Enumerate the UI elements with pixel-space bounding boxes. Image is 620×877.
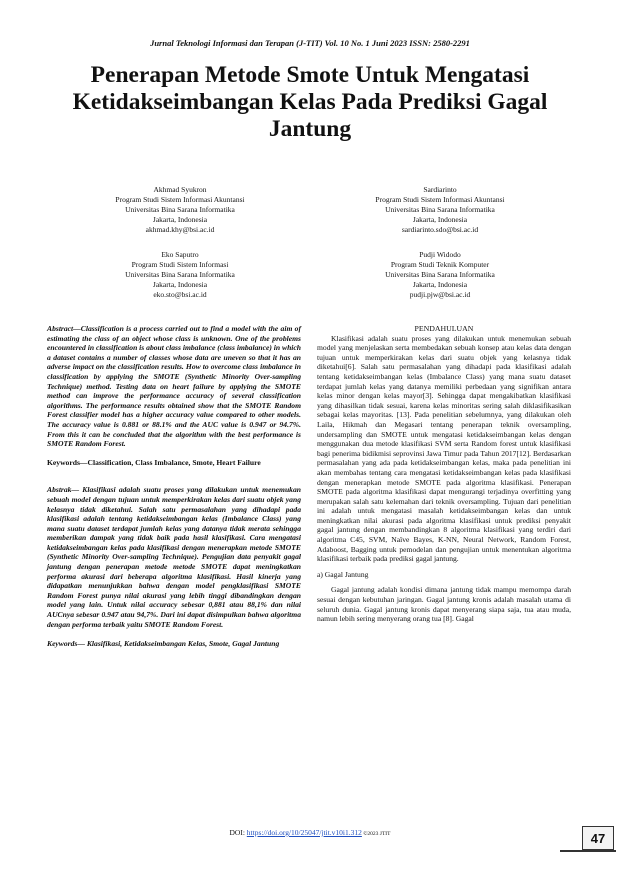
author-name: Eko Saputro — [161, 250, 199, 259]
author-program: Program Studi Sistem Informasi Akuntansi — [375, 195, 505, 204]
author-program: Program Studi Teknik Komputer — [390, 260, 490, 269]
keywords-english: Keywords—Classification, Class Imbalance, Smote, Heart Failure — [47, 457, 261, 467]
doi-label: DOI: — [229, 828, 247, 837]
author-city: Jakarta, Indonesia — [412, 215, 468, 224]
right-column — [317, 324, 571, 624]
abstract-indonesian — [47, 485, 301, 629]
author-city: Jakarta, Indonesia — [152, 215, 208, 224]
author-program: Program Studi Sistem Informasi Akuntansi — [115, 195, 245, 204]
page-number: 47 — [582, 826, 614, 850]
author-program: Program Studi Sistem Informasi — [131, 260, 229, 269]
author-name: Akhmad Syukron — [153, 185, 207, 194]
author-university: Universitas Bina Sarana Informatika — [385, 205, 495, 214]
author-email: eko.sto@bsi.ac.id — [153, 290, 207, 299]
author-university: Universitas Bina Sarana Informatika — [125, 270, 235, 279]
intro-paragraph: Klasifikasi adalah suatu proses yang dilakukan untuk menemukan sebuah model yang menjelaskan serta membedakan sebuah konsep atau kelas data dengan tujuan untuk memperkirakan kelas dari suatu objek yang kelasnya tidak diketahui[6]. Salah satu permasalahan yang dihadapi pada klasifikasi adalah tentang ketidakseimbangan kelas (Imbalance Class) yang mana suatu dataset terdapat jumlah kelas yang datanya memiliki perbedaan yang signifikan antara kelas minor dengan kelas mayor[3]. Sehingga dapat mengakibatkan klasifikasi yang dihasilkan tidak sesuai, karena kelas minoritas sering salah diklasifikasikan sebagai kelas mayoritas. [13]. Pada penelitian sebelumnya, yang dilakukan oleh Laila, Hikmah dan Megasari tentang penerapan teknik oversampling, undersampling dan SMOTE untuk mengatasi ketidakseimbangan kelas dengan menggunakan dua metode klasifikasi SVM serta Random forest untuk klasifikasi bagi penerima bidikmisi seprovinsi Jawa Timur pada Tahun 2017[12]. Berdasarkan permasalahan yang ada pada ketidakseimbangan kelas, maka pada penelitian ini akan membahas tentang cara mengatasi ketidakseimbangan kelas pada klasifikasi dengan menerapkan metode SMOTE pada algoritma klasifikasi. Penerapan SMOTE pada algoritma klasifikasi dapat mengurangi terjadinya overfitting yang merupakan salah satu kelemahan dari teknik oversampling. Tujuan dari penelitian ini adalah untuk mengatasi masalah ketidakseimbangan kelas dan untuk meningkatkan nilai akurasi pada algoritma klasifikasi untuk prediksi penyakit gagal jantung dengan membandingkan 8 algoritma klasifikasi yang terdiri dari algoritma C45, SVM, Naïve Bayes, K-NN, Neural Network, Random Forest, Adaboost, Bagging untuk pemodelan dan pengujian untuk menentukan algoritma klasifikasi terbaik pada prediksi gagal jantung. — [317, 333, 571, 564]
paper-title: Penerapan Metode Smote Untuk Mengatasi Ketidakseimbangan Kelas Pada Prediksi Gagal Jantung — [72, 62, 548, 142]
abstrak-text: — Klasifikasi adalah suatu proses yang dilakukan untuk menemukan sebuah model dengan tujuan untuk memperkirakan kelas dari suatu objek yang kelasnya tidak diketahui. Salah satu permasalahan yang dihadapi pada klasifikasi adalah tentang ketidakseimbangan kelas (Imbalance Class) yang mana suatu dataset terdapat jumlah kelas yang datanya tidak merata sehingga memberikan dampak yang tidak baik pada hasil klasifikasi. Cara mengatasi ketidakseimbangan kelas pada klasifikasi dengan menerapkan metode SMOTE (Synthetic Minority Over-sampling Technique). Pengujian data penyakit gagal jantung dengan penerapan metode metode SMOTE dapat meningkatkan performa akurasi dari beberapa algoritma klasifikasi. Hasil kinerja yang didapatkan menunjukkan bahwa dengan model pengklasifikasi SMOTE Random Forest punya nilai akurasi yang lebih tinggi dibandingkan dengan model yang lain. Untuk nilai accuracy sebesar 0,881 atau 88,1% dan nilai AUCnya sebesar 0.947 atau 94,7%. Dari ini dapat disimpulkan bahwa algoritma dengan performa terbaik yaitu SMOTE Random Forest. — [47, 485, 301, 629]
author-email: pudji.pjw@bsi.ac.id — [409, 290, 471, 299]
author-email: sardiarinto.sdo@bsi.ac.id — [401, 225, 479, 234]
author-city: Jakarta, Indonesia — [412, 280, 468, 289]
author-university: Universitas Bina Sarana Informatika — [125, 205, 235, 214]
author-city: Jakarta, Indonesia — [152, 280, 208, 289]
author-email: akhmad.khy@bsi.ac.id — [145, 225, 215, 234]
keywords-indonesian: Keywords— Klasifikasi, Ketidakseimbangan Kelas, Smote, Gagal Jantung — [47, 639, 280, 649]
author-name: Sardiarinto — [423, 185, 457, 194]
subsection-paragraph: Gagal jantung adalah kondisi dimana jantung tidak mampu memompa darah sesuai dengan kebutuhan jaringan. Gagal jantung kronis adalah masalah utama di seluruh dunia. Gagal jantung kronis dapat menyerang siapa saja, tua atau muda, namun lebih sering menyerang orang tua [8]. Gagal — [317, 585, 571, 624]
author-block — [50, 250, 310, 300]
author-block — [310, 185, 570, 235]
author-name: Pudji Widodo — [419, 250, 461, 259]
abstract-label: Abstract — [47, 324, 74, 333]
section-heading: PENDAHULUAN — [414, 324, 474, 333]
abstract-text: —Classification is a process carried out to find a model with the aim of estimating the class of an object whose class is unknown. One of the problems encountered in classification is about class imbalance (class imbalance) in which a dataset contains a number of classes whose data are uneven so that it has an adverse impact on the classification results. How to overcome class imbalance in classification by applying the SMOTE (Synthetic Minority Over-sampling Technique) method. Testing data on heart failure by applying the SMOTE method can improve the performance accuracy of several classification algorithms. The performance results obtained show that the SMOTE Random Forest classifier model has a higher accuracy value compared to other models. The accuracy value is 0.881 or 88.1% and the AUC value is 0.947 or 94.7%. From this it can be concluded that the algorithm with the best performance is SMOTE Random Forest. — [47, 324, 301, 449]
left-column — [47, 324, 301, 649]
footer-doi — [0, 828, 620, 837]
author-block — [310, 250, 570, 300]
abstract-english — [47, 324, 301, 449]
subsection-heading: a) Gagal Jantung — [317, 569, 369, 579]
doi-link[interactable]: https://doi.org/10/25047/jtit.v10i1.312 — [246, 828, 362, 837]
author-block — [50, 185, 310, 235]
journal-header: Jurnal Teknologi Informasi dan Terapan (J-TIT) Vol. 10 No. 1 Juni 2023 ISSN: 2580-2291 — [150, 38, 470, 48]
footer-rule — [560, 850, 616, 852]
license-text: ©2023 JTIT — [361, 831, 391, 837]
abstrak-label: Abstrak — [47, 485, 72, 495]
author-university: Universitas Bina Sarana Informatika — [385, 270, 495, 279]
